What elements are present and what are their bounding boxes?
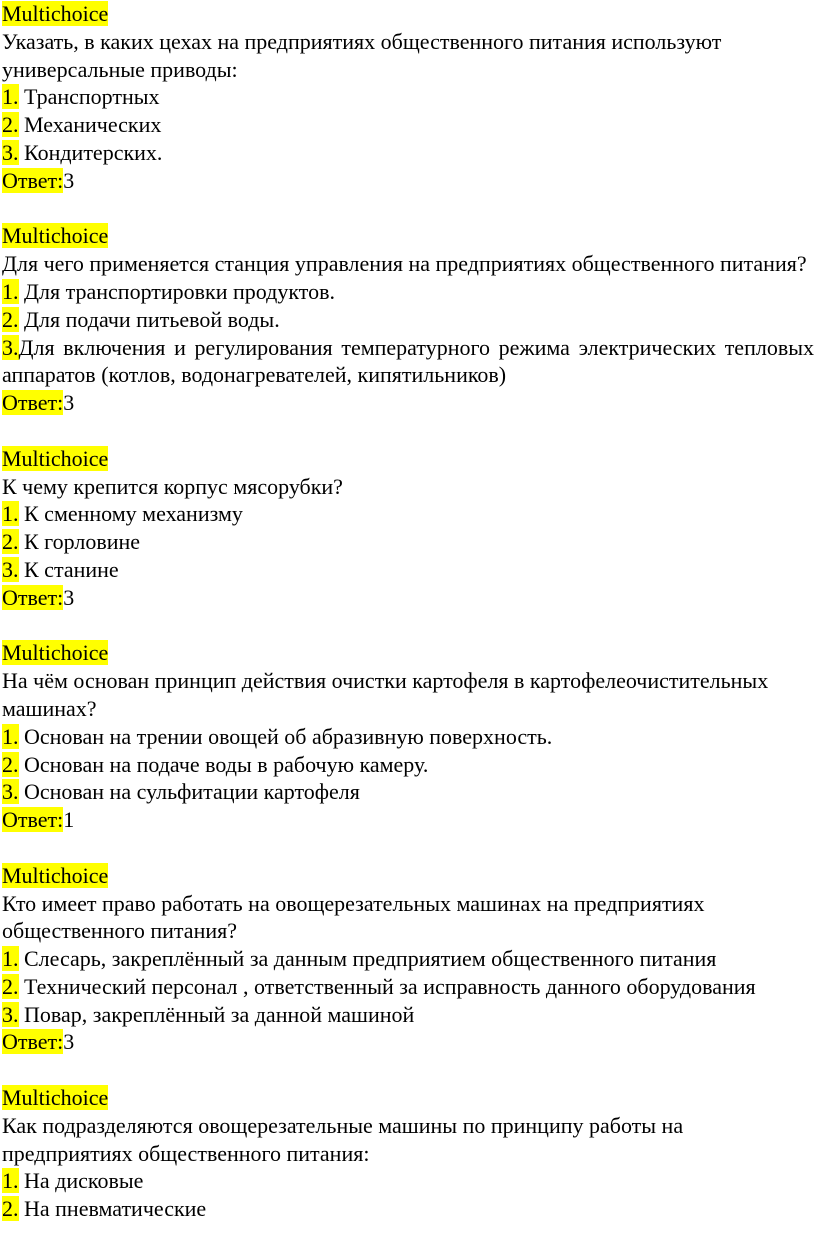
answer-line [2,389,814,417]
question-type-label: Multichoice [2,1085,109,1111]
answer-label: Ответ: [2,390,64,416]
answer-label: Ответ: [2,1029,64,1055]
option-item [2,751,814,779]
option-item [2,306,814,334]
question-block-6 [2,1084,814,1223]
option-number: 2. [2,973,19,999]
option-text: На пневматические [18,1196,207,1222]
question-text: Для чего применяется станция управления на предприятиях общественного питания? [2,251,807,277]
option-text: Основан на сульфитации картофеля [18,779,360,805]
option-text: Для включения и регулирования температурного режима электрических тепловых аппаратов (котлов, водонагревателей, кипятильников) [2,334,814,388]
option-number: 2. [2,1196,19,1222]
option-text: К горловине [18,529,141,555]
answer-line [2,806,814,834]
answer-line [2,1028,814,1056]
question-type-label: Multichoice [2,1,109,26]
question-block-1 [2,0,814,195]
option-text: Технический персонал , ответственный за исправность данного оборудования [18,973,756,999]
option-text: Повар, закреплённый за данной машиной [18,1001,415,1027]
option-number: 1. [2,1168,19,1194]
option-item [2,111,814,139]
option-text: Механических [18,112,162,138]
option-item [2,778,814,806]
option-number: 2. [2,112,19,138]
answer-label: Ответ: [2,167,64,193]
option-number: 3. [2,556,19,582]
question-type-label: Multichoice [2,223,109,249]
option-item [2,1001,814,1029]
option-item [2,83,814,111]
option-item [2,528,814,556]
option-item [2,556,814,584]
option-text: К сменному механизму [18,501,243,527]
option-item [2,1195,814,1223]
question-block-2 [2,222,814,417]
question-block-5 [2,862,814,1057]
option-text: Слесарь, закреплённый за данным предприятием общественного питания [18,946,717,972]
answer-line [2,167,814,195]
option-text: Транспортных [18,84,160,110]
option-text: На дисковые [18,1168,144,1194]
option-item [2,139,814,167]
option-item [2,278,814,306]
option-text: Кондитерских. [18,139,163,165]
option-text: К станине [18,556,119,582]
option-number: 2. [2,751,19,777]
option-item [2,723,814,751]
answer-value: 3 [63,584,75,610]
answer-value: 3 [63,390,75,416]
option-number: 1. [2,946,19,972]
question-text: Кто имеет право работать на овощерезательных машинах на предприятиях общественного питания? [2,890,705,944]
option-number: 1. [2,84,19,110]
answer-value: 1 [63,807,75,833]
option-item [2,1167,814,1195]
option-number: 2. [2,306,19,332]
option-number: 1. [2,501,19,527]
option-number: 3. [2,779,19,805]
option-text: Основан на трении овощей об абразивную поверхность. [18,723,553,749]
option-number: 3. [2,139,19,165]
question-text: Указать, в каких цехах на предприятиях общественного питания используют универсальные приводы: [2,28,722,82]
question-block-4 [2,639,814,834]
document-page [2,0,814,1223]
question-type-label: Multichoice [2,862,109,888]
option-item [2,973,814,1001]
answer-line [2,584,814,612]
option-text: Основан на подаче воды в рабочую камеру. [18,751,429,777]
question-type-label: Multichoice [2,640,109,666]
option-item [2,500,814,528]
option-number: 1. [2,278,19,304]
option-text: Для транспортировки продуктов. [18,278,335,304]
answer-value: 3 [63,1029,75,1055]
question-text: На чём основан принцип действия очистки картофеля в картофелеочистительных машинах? [2,668,769,721]
question-text: Как подразделяются овощерезательные машины по принципу работы на предприятиях общественного питания: [2,1112,684,1166]
option-number: 1. [2,723,19,749]
option-number: 3. [2,334,19,360]
option-number: 2. [2,529,19,555]
option-number: 3. [2,1001,19,1027]
answer-label: Ответ: [2,584,64,610]
question-type-label: Multichoice [2,445,109,471]
question-text: К чему крепится корпус мясорубки? [2,473,343,499]
answer-value: 3 [63,167,75,193]
question-block-3 [2,445,814,612]
option-item [2,945,814,973]
option-text: Для подачи питьевой воды. [18,306,280,332]
option-item [2,334,814,390]
answer-label: Ответ: [2,807,64,833]
